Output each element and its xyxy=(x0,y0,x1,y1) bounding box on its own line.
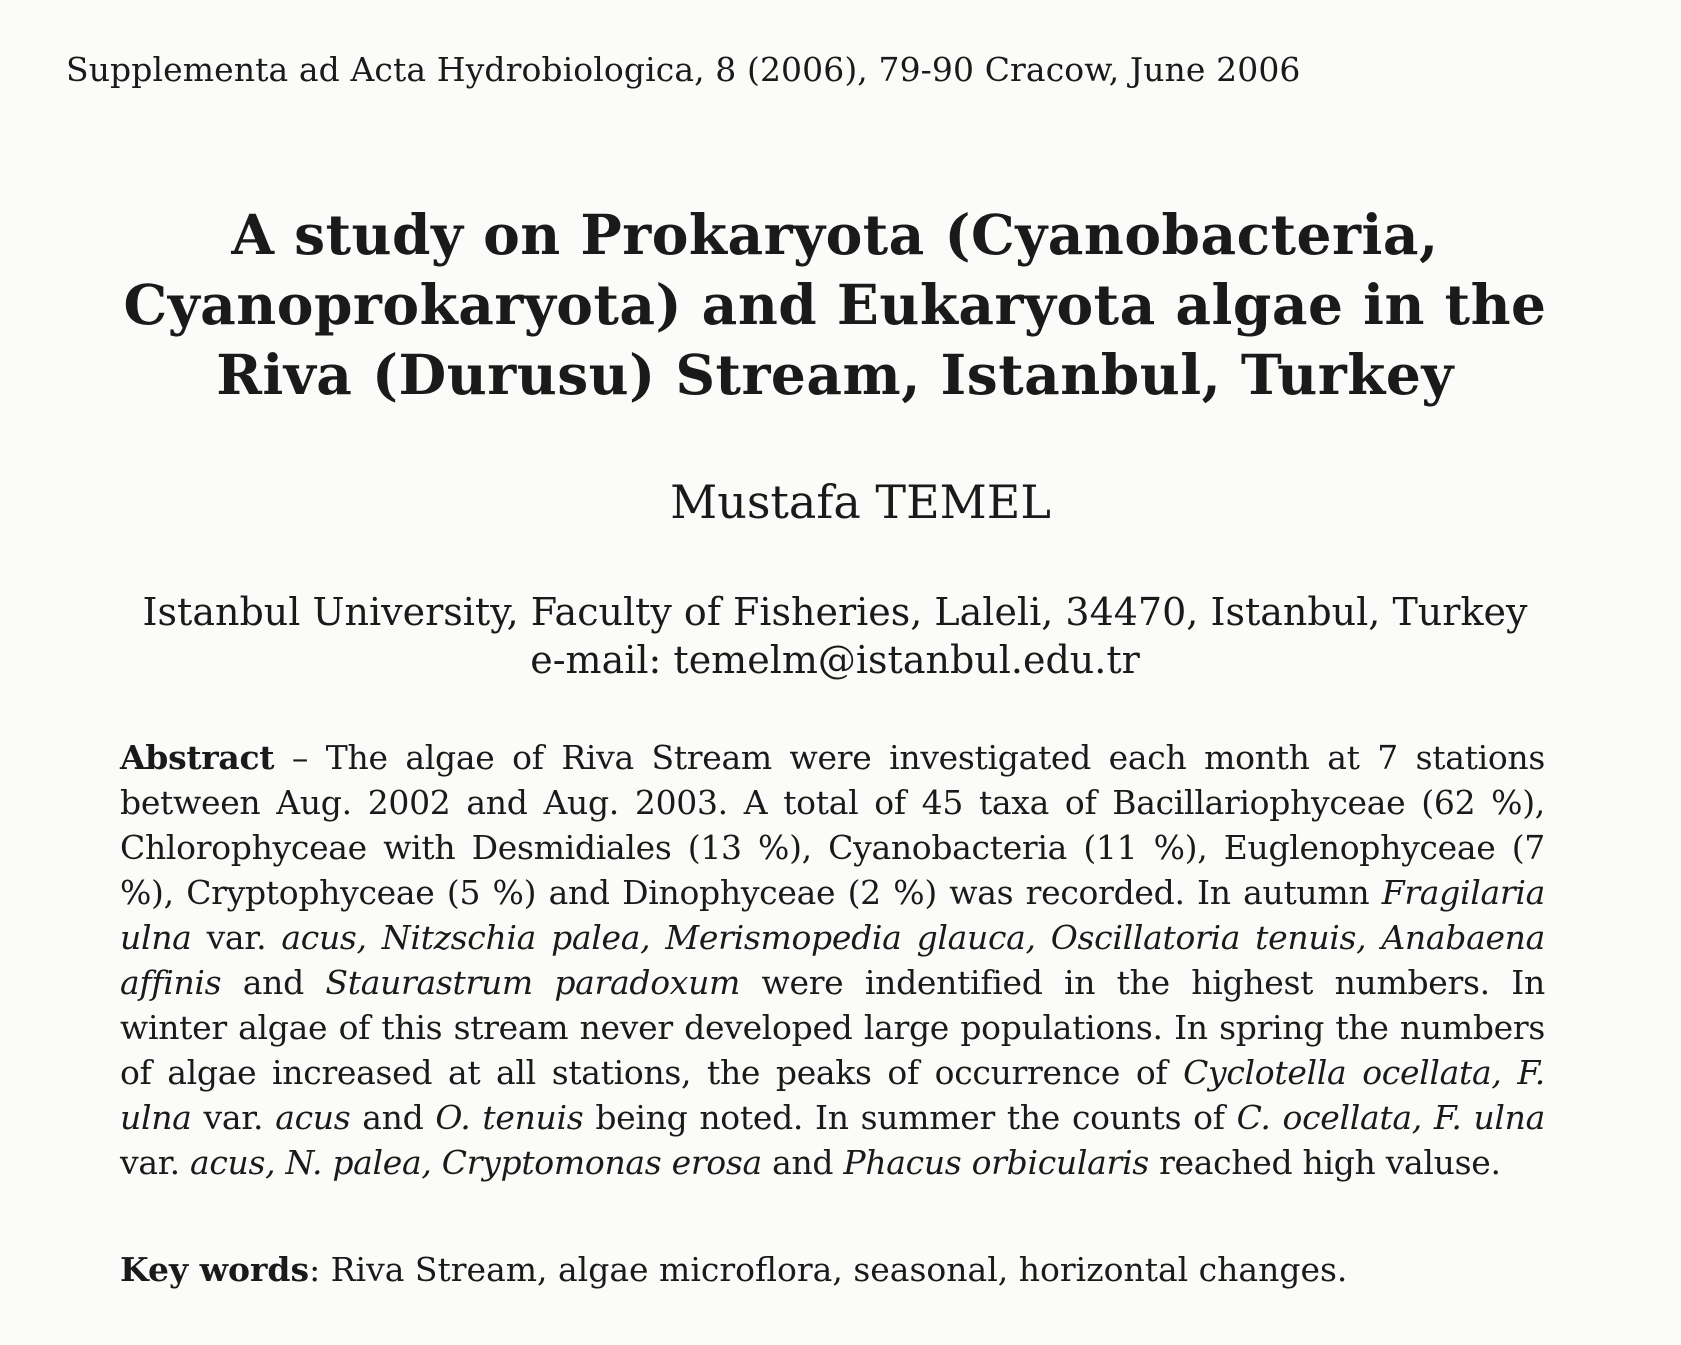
abstract-taxon-italic: C. ocellata, F. ulna xyxy=(1236,1098,1545,1137)
abstract-text: var. xyxy=(191,1098,276,1137)
abstract-taxon-italic: Cyclotella ocellata, F. ulna xyxy=(120,1053,1545,1137)
abstract-taxon-italic: Phacus orbicularis xyxy=(843,1143,1149,1182)
keywords xyxy=(120,1247,1545,1292)
abstract-text: and xyxy=(350,1098,436,1137)
abstract-text: var. xyxy=(191,918,282,957)
abstract-taxon-italic: acus, N. palea, Cryptomonas erosa xyxy=(189,1143,762,1182)
affiliation-email: e-mail: temelm@istanbul.edu.tr xyxy=(530,638,1140,682)
title-line: A study on Prokaryota (Cyanobacteria, xyxy=(231,202,1439,267)
abstract-taxon-italic: O. tenuis xyxy=(435,1098,584,1137)
keywords-text: : Riva Stream, algae microflora, seasonal, horizontal changes. xyxy=(309,1250,1348,1289)
abstract-taxon-italic: Fragilaria ulna xyxy=(120,873,1545,957)
title-line: Cyanoprokaryota) and Eukaryota algae in the xyxy=(123,272,1547,337)
abstract xyxy=(120,735,1545,1185)
abstract-text: were indentified in the highest numbers. In winter algae of this stream never developed large populations. In spring the numbers of algae increased at all stations, the peaks of occurrence of xyxy=(120,963,1545,1092)
abstract-text: reached high valuse. xyxy=(1148,1143,1501,1182)
abstract-taxon-italic: Staurastrum paradoxum xyxy=(325,963,741,1002)
keywords-label: Key words xyxy=(120,1250,310,1289)
abstract-text: being noted. In summer the counts of xyxy=(583,1098,1237,1137)
affiliation-block xyxy=(110,588,1560,684)
paper-title xyxy=(100,200,1570,410)
abstract-label: Abstract xyxy=(120,738,275,777)
abstract-text: – The algae of Riva Stream were investigated each month at 7 stations between Aug. 2002 and Aug. 2003. A total of 45 taxa of Bacillariophyceae (62 %), Chlorophyceae with Desmidiales (13 %), Cyanobacteria (11 %), Euglenophyceae (7 %), Cryptophyceae (5 %) and Dinophyceae (2 %) was recorded. In autumn xyxy=(120,738,1545,912)
author-name: Mustafa TEMEL xyxy=(670,475,1051,529)
abstract-taxon-italic: acus xyxy=(275,1098,351,1137)
abstract-text: var. xyxy=(120,1143,190,1182)
abstract-text: and xyxy=(761,1143,844,1182)
title-line: Riva (Durusu) Stream, Istanbul, Turkey xyxy=(216,342,1454,407)
abstract-text: and xyxy=(221,963,326,1002)
abstract-body xyxy=(120,738,1545,1182)
abstract-taxon-italic: acus, Nitzschia palea, Merismopedia glauca, Oscillatoria tenuis, Anabaena affinis xyxy=(120,918,1546,1002)
affiliation-institution: Istanbul University, Faculty of Fisheries, Laleli, 34470, Istanbul, Turkey xyxy=(142,590,1528,634)
journal-citation: Supplementa ad Acta Hydrobiologica, 8 (2006), 79-90 Cracow, June 2006 xyxy=(66,50,1301,89)
